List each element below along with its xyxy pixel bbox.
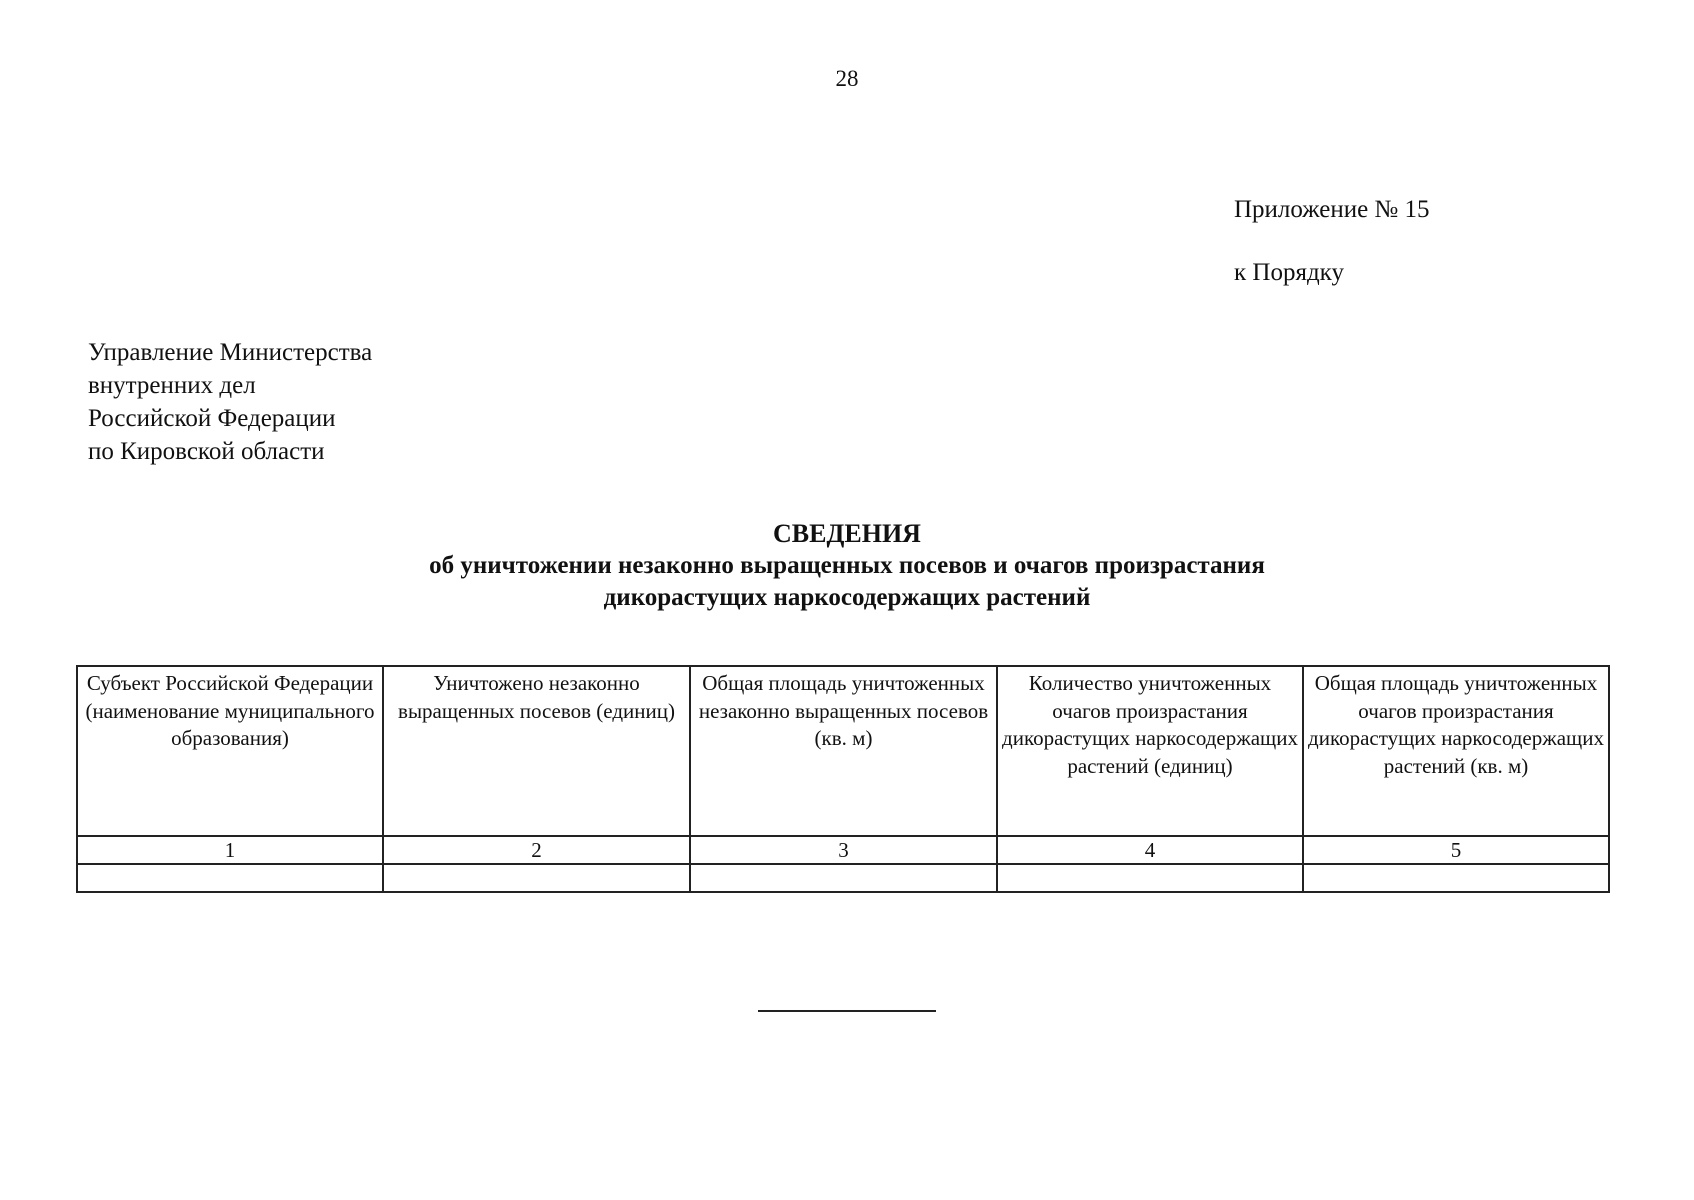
page-number: 28	[835, 66, 859, 91]
title-subject-line: дикорастущих наркосодержащих растений	[603, 584, 1091, 611]
title-heading: СВЕДЕНИЯ	[773, 519, 921, 548]
column-number: 4	[997, 836, 1303, 864]
column-number: 5	[1303, 836, 1609, 864]
closing-divider	[758, 1010, 936, 1012]
appendix-number: Приложение № 15	[1234, 196, 1430, 223]
organization-line: внутренних дел	[88, 372, 256, 399]
appendix-reference	[1234, 178, 1430, 304]
table-row	[77, 864, 1609, 892]
table-cell	[690, 864, 997, 892]
table-cell	[383, 864, 690, 892]
header-destroyed-foci-area: Общая площадь уничтоженных очагов произрастания дикорастущих наркосодержащих растений (кв. м)	[1303, 666, 1609, 836]
table-header-row	[77, 666, 1609, 836]
header-destroyed-foci-count: Количество уничтоженных очагов произрастания дикорастущих наркосодержащих растений (единиц)	[997, 666, 1303, 836]
table-cell	[1303, 864, 1609, 892]
organization-line: Российской Федерации	[88, 405, 336, 432]
column-number: 3	[690, 836, 997, 864]
header-destroyed-crops-area: Общая площадь уничтоженных незаконно выращенных посевов (кв. м)	[690, 666, 997, 836]
column-number: 2	[383, 836, 690, 864]
header-destroyed-crops-count: Уничтожено незаконно выращенных посевов (единиц)	[383, 666, 690, 836]
table-cell	[77, 864, 383, 892]
organization-block	[88, 336, 372, 468]
report-table	[76, 665, 1610, 893]
column-number-row	[77, 836, 1609, 864]
title-subject-line: об уничтожении незаконно выращенных посевов и очагов произрастания	[429, 552, 1265, 579]
document-title	[0, 518, 1694, 614]
header-subject: Субъект Российской Федерации (наименование муниципального образования)	[77, 666, 383, 836]
organization-line: Управление Министерства	[88, 339, 373, 366]
column-number: 1	[77, 836, 383, 864]
appendix-to-order: к Порядку	[1234, 259, 1344, 286]
organization-line: по Кировской области	[88, 438, 325, 465]
table-cell	[997, 864, 1303, 892]
